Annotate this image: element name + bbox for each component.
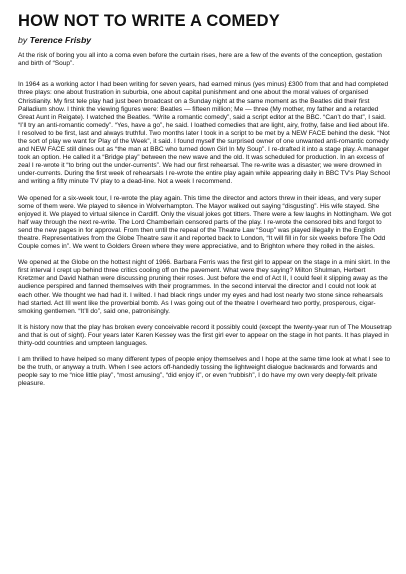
body-paragraph-3: We opened at the Globe on the hottest night of 1966. Barbara Ferris was the first girl to appear on the stage in a mini skirt. In the first interval I crept up behind three critics cooling off on the pavement. What were they saying? Milton Shulman, Herbert Kretzmer and David Nathan were discussing pruning their roses. Just before the end of Act II, I could feel it slipping away as the audience perspired and fanned themselves with their programmes. In the second interval the director and I could not look at each other. We thought we had had it. I wilted. I had black rings under my eyes and had lost nearly two stone since rehearsals had started. Act III went like the proverbial bomb. As I was going out of the theatre I overheard two portly, prosperous, cigar-smoking gentlemen. “It’ll do”, said one, patronisingly. [18, 259, 391, 315]
intro-paragraph: At the risk of boring you all into a coma even before the curtain rises, here are a few of the events of the conception, gestation and birth of “Soup”. [18, 52, 382, 68]
body-paragraph-2: We opened for a six-week tour, I re-wrote the play again. This time the director and actors threw in their ideas, and very super some of them were. We played to silence in Wolverhampton. The Mayor walked out saying “disgusting”. His wife stayed. She enjoyed it. We played to virtual silence in Cardiff. Only the visual jokes got titters. There were a few laughs in Nottingham. We got half way through the next re-write. The Lord Chamberlain censored parts of the play. I re-wrote the censored bits and forgot to send the new pages in for approval. From then until the repeal of the Theatre Law “Soup” was played illegally in the English theatre. Representatives from the Globe Theatre saw it and reported back to London, “It will fill in for six weeks before The Odd Couple comes in”. We went to Golders Green where they were appreciative, and to Brighton where they rolled in the aisles. [18, 194, 392, 251]
body-paragraph-1: In 1964 as a working actor I had been writing for seven years, had earned minus (yes minus) £300 from that and had completed three plays: one about frustration in suburbia, one about capital punishment and one about the moral values of organised Christianity. My first tele play had just been broadcast on a Sunday night at the same moment as the Beatles did their first Palladium show. I think the viewing figures were: Beatles — fifteen million; Me — three (My mother, my father and a retarded Great Aunt in Reigate). I watched the Beatles. “Write a romantic comedy”, said a script editor at the BBC. “Can’t do that”, I said. “I’ll try an anti-romantic comedy”. “Yes, have a go”, he said. I loathed comedies that are light, airy, frothy, false and lied about life. I resolved to be first, last and always truthful. Two months later I took in a script to be met by a NEW FACE behind the desk. “Not the sort of play we want for Play of the Week”, it said. I found myself the surprised owner of one unwanted anti-romantic comedy and NEW FACE still dines out as “the man at BBC who turned down Girl In My Soup”. I re-drafted it into a stage play. A manager took an option. He called it a “Bridge play” between the new wave and the old. It was scheduled for production. In an excess of zeal I re-wrote it “to bring out the under-currents”. We had our first rehearsal. The re-write was a disaster; we were drowned in under-currents. During the first week of rehearsals I re-wrote the entire play again while appearing daily in BBC TV’s Play School and writing a fifty minute TV play to a dead-line. Not a week I recommend. [18, 81, 391, 186]
byline-prefix: by [18, 35, 28, 45]
article-title: HOW NOT TO WRITE A COMEDY [18, 12, 280, 30]
body-paragraph-5: I am thrilled to have helped so many different types of people enjoy themselves and I hope at the same time look at what I see to be the truth, or anyway a truth. When I see actors off-handedly tossing the lightweight dialogue backwards and forwards and people say to me “nice little play”, “most amusing”, “did enjoy it”, or even “rubbish”, I do have my own very deeply-felt private pleasure. [18, 356, 391, 388]
byline [18, 35, 392, 46]
body-paragraph-4: It is history now that the play has broken every conceivable record it possibly could (except the twenty-year run of The Mousetrap and that is out of sight). Four years later Karen Kessey was the first girl ever to appear on the stage in hot pants. It has played in thirty-odd countries and umpteen languages. [18, 323, 392, 348]
author-name: Terence Frisby [29, 35, 92, 45]
